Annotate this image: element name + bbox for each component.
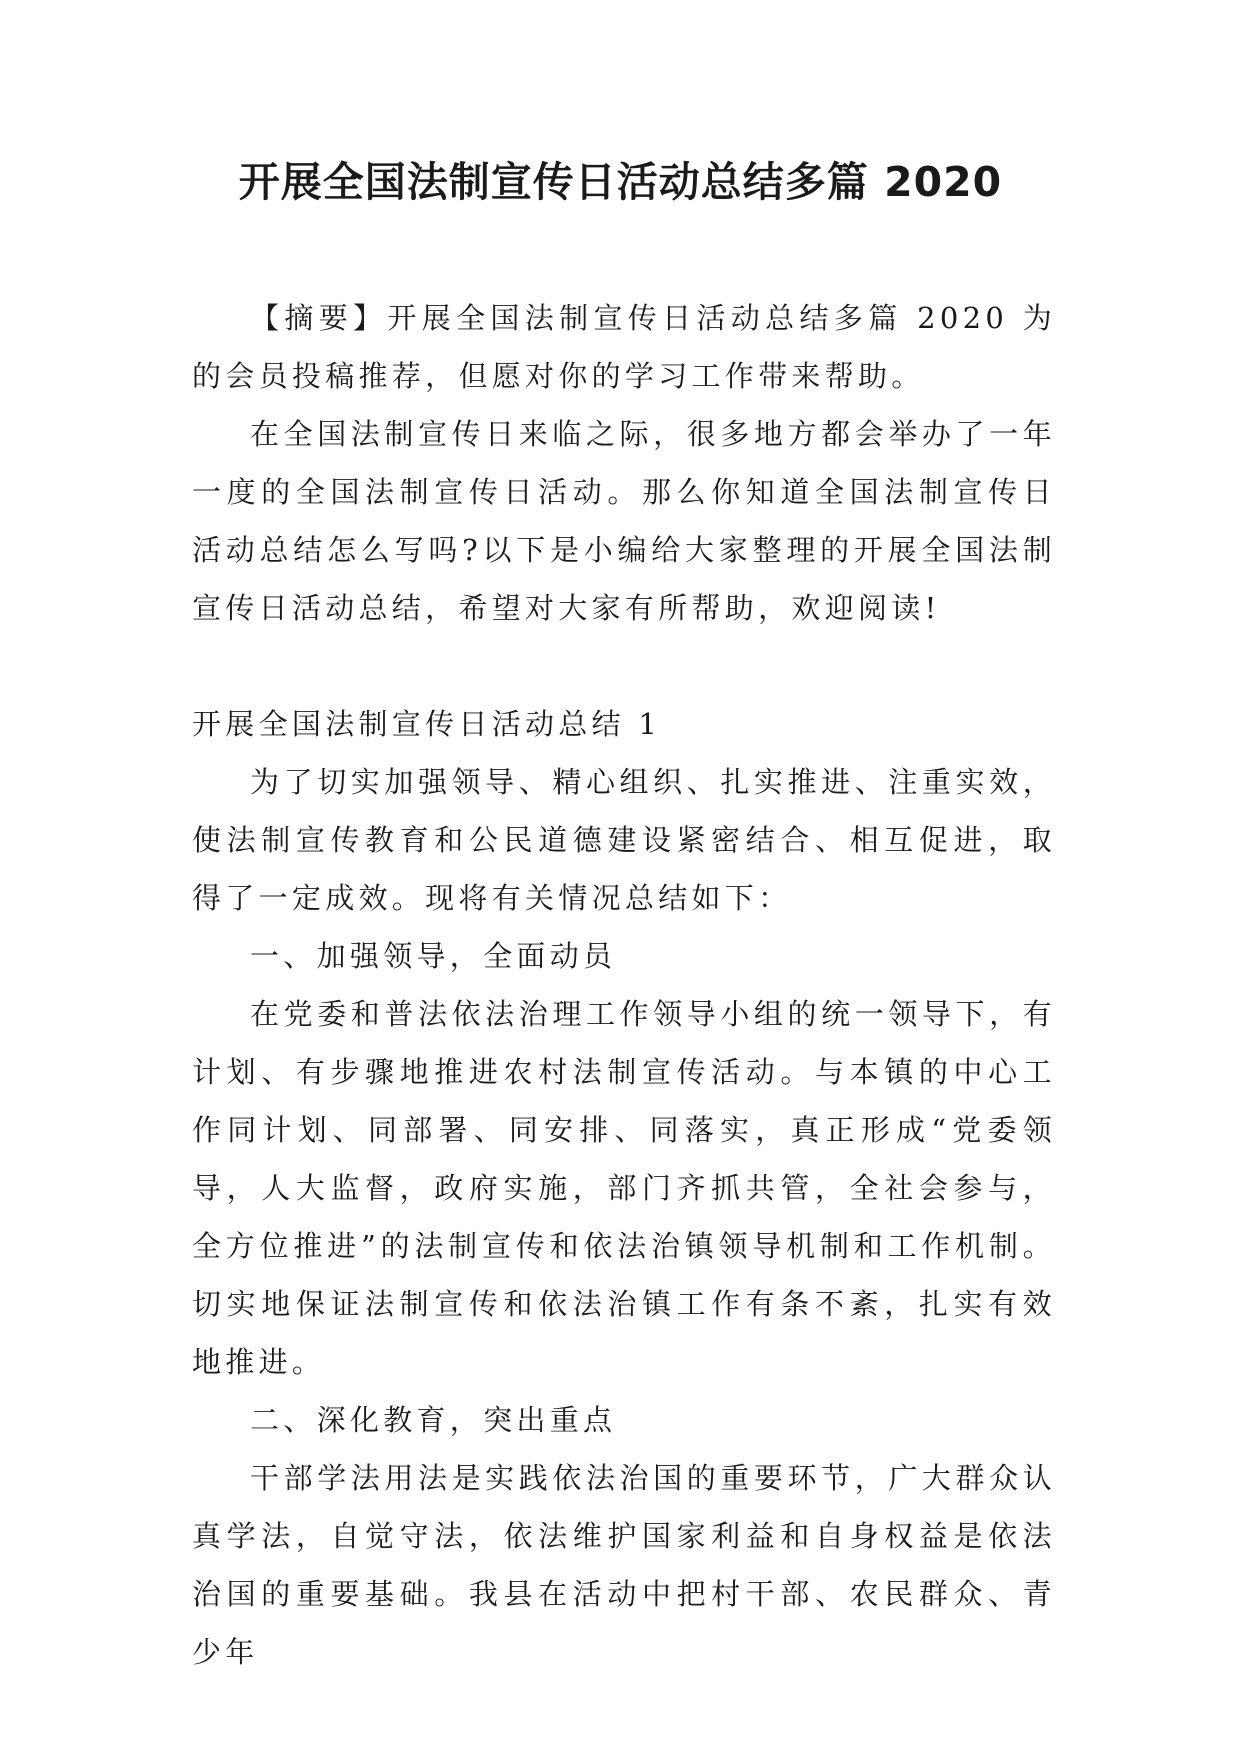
intro-paragraph: 在全国法制宣传日来临之际，很多地方都会举办了一年一度的全国法制宣传日活动。那么你知道全国法制宣传日活动总结怎么写吗?以下是小编给大家整理的开展全国法制宣传日活动总结，希望对大家有所帮助，欢迎阅读! [192, 417, 1056, 625]
section-heading: 开展全国法制宣传日活动总结 1 [192, 707, 662, 741]
body-paragraph: 为了切实加强领导、精心组织、扎实推进、注重实效，使法制宣传教育和公民道德建设紧密结合、相互促进，取得了一定成效。现将有关情况总结如下： [192, 765, 1056, 915]
page-title: 开展全国法制宣传日活动总结多篇 2020 [238, 158, 1003, 206]
body-paragraph: 在党委和普法依法治理工作领导小组的统一领导下，有计划、有步骤地推进农村法制宣传活动。与本镇的中心工作同计划、同部署、同安排、同落实，真正形成“党委领导，人大监督，政府实施，部门齐抓共管，全社会参与，全方位推进”的法制宣传和依法治镇领导机制和工作机制。切实地保证法制宣传和依法治镇工作有条不紊，扎实有效地推进。 [192, 997, 1056, 1379]
document-body [192, 289, 1056, 1681]
abstract-paragraph: 【摘要】开展全国法制宣传日活动总结多篇 2020 为的会员投稿推荐，但愿对你的学习工作带来帮助。 [192, 301, 1056, 393]
subsection-heading: 二、深化教育，突出重点 [250, 1403, 617, 1437]
body-paragraph: 干部学法用法是实践依法治国的重要环节，广大群众认真学法，自觉守法，依法维护国家利益和自身权益是依法治国的重要基础。我县在活动中把村干部、农民群众、青少年 [192, 1461, 1056, 1669]
subsection-heading: 一、加强领导，全面动员 [250, 939, 617, 973]
